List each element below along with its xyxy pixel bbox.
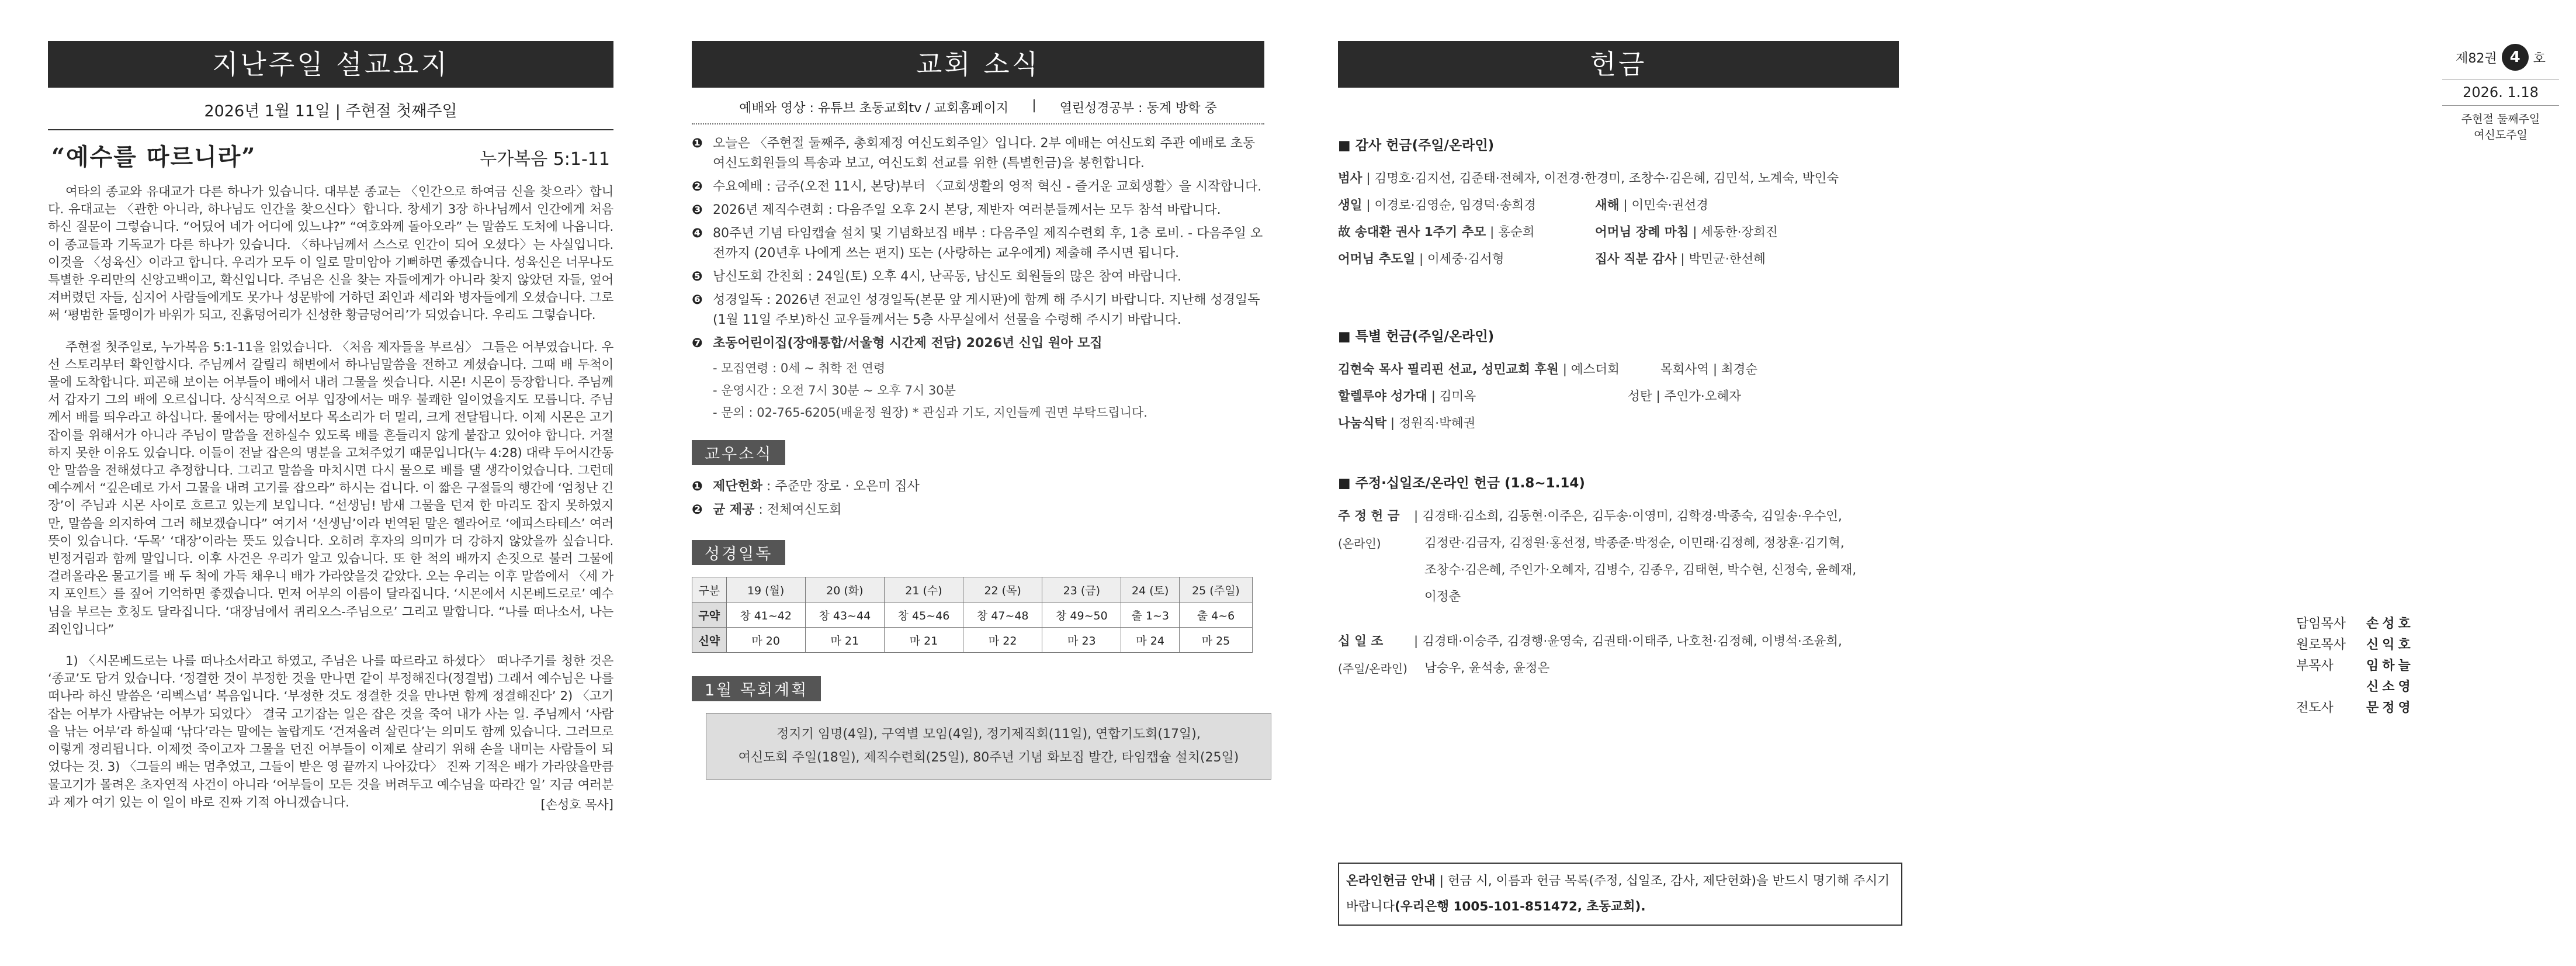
staff-role xyxy=(2296,677,2366,698)
notice-item xyxy=(692,134,1264,174)
tithe-block xyxy=(1338,628,1899,682)
recruit-line: - 모집연령 : 0세 ~ 취학 전 연령 xyxy=(713,361,886,375)
offering-banner: 헌금 xyxy=(1338,41,1899,88)
offering-names: 남승우, 윤석송, 윤정은 xyxy=(1424,661,1550,676)
offering-names: | 김경태·김소희, 김동현·이주은, 김두송·이영미, 김학경·박종숙, 김일송·우수인, xyxy=(1414,509,1842,524)
masthead xyxy=(2442,44,2559,142)
offering-names: | 박민균·한선혜 xyxy=(1676,252,1766,266)
recruit-line: - 운영시간 : 오전 7시 30분 ~ 오후 7시 30분 xyxy=(713,383,956,397)
offering-row xyxy=(1595,219,1817,246)
sermon-reference: 누가복음 5:1-11 xyxy=(480,149,610,169)
offering-names: | 이세중·김서형 xyxy=(1415,252,1504,266)
offering-names: | 정원직·박혜권 xyxy=(1386,416,1476,431)
offering-names: 김정란·김금자, 김정원·홍선정, 박종준·박정순, 이민래·김정혜, 정창훈·김기혁, xyxy=(1424,536,1845,550)
offering-names: | 예스더회 xyxy=(1558,362,1620,377)
staff-name: 손성호 xyxy=(2366,617,2414,631)
kyoyu-item xyxy=(692,477,1264,497)
staff-role: 담임목사 xyxy=(2296,617,2346,631)
notice-item xyxy=(692,267,1264,287)
weekly-offering-block xyxy=(1338,503,1899,611)
offering-sublabel: (온라인) xyxy=(1338,536,1381,550)
sermon-banner: 지난주일 설교요지 xyxy=(48,41,613,88)
divider xyxy=(692,123,1264,124)
offering-label: 김현숙 목사 필리핀 선교, 성민교회 후원 xyxy=(1338,362,1559,377)
kyoyu-label: 제단헌화 xyxy=(713,479,763,494)
table-cell: 창 47~48 xyxy=(963,603,1042,628)
offering-names: | 김미옥 xyxy=(1427,389,1476,404)
notice-text: 남신도회 간친회 : 24일(토) 오후 4시, 난곡동, 남신도 회원들의 많은 참여 바랍니다. xyxy=(713,269,1182,284)
staff-list xyxy=(2296,614,2436,719)
kyoyu-label: 균 제공 xyxy=(713,503,755,517)
offering-sublabel: (주일/온라인) xyxy=(1338,662,1407,676)
bank-account: (우리은행 1005-101-851472, 초동교회). xyxy=(1395,899,1646,914)
news-banner: 교회 소식 xyxy=(692,41,1264,88)
offering-label: 생일 xyxy=(1338,198,1362,213)
notice-text: 성경일독 : 2026년 전교인 성경일독(본문 앞 게시판)에 함께 해 주시기 바랍니다. 지난해 성경일독(1월 11일 주보)하신 교우들께서는 5층 사무실에서 선물을 수령해 주시기 바랍니다. xyxy=(713,293,1260,327)
offering-label: 故 송대환 권사 1주기 추모 xyxy=(1338,225,1486,240)
offering-row xyxy=(1338,410,1899,437)
table-cell: 출 4~6 xyxy=(1179,603,1252,628)
kyoyu-text: : 전체여신도회 xyxy=(754,503,842,517)
offering-row xyxy=(1338,192,1595,219)
recruit-line: - 문의 : 02-765-6205(배윤정 원장) * 관심과 기도, 지인들께 권면 부탁드립니다. xyxy=(713,406,1147,420)
offering-label: 십 일 조 xyxy=(1338,634,1384,649)
staff-row xyxy=(2296,656,2436,677)
offering-extra: 성탄 | 주인가·오혜자 xyxy=(1628,389,1742,404)
staff-name: 신소영 xyxy=(2366,680,2414,694)
offering-row xyxy=(1595,192,1817,219)
divider xyxy=(48,129,613,130)
thanks-offering-title: ■ 감사 헌금(주일/온라인) xyxy=(1338,138,1495,153)
table-header-cell: 22 (목) xyxy=(963,577,1042,603)
offering-names: | 이경로·김영순, 임경덕·송희경 xyxy=(1362,198,1537,213)
table-header-cell: 23 (금) xyxy=(1042,577,1121,603)
note-label: 온라인헌금 안내 xyxy=(1346,874,1436,888)
volume: 제82권 xyxy=(2456,51,2497,66)
sermon-date-line: 2026년 1월 11일 | 주현절 첫째주일 xyxy=(204,102,457,120)
sermon-paragraph: 주현절 첫주일로, 누가복음 5:1-11을 읽었습니다. 〈처음 제자들을 부르심〉 그들은 어부였습니다. 우선 스토리부터 확인합시다. 주님께서 갈릴리 해변에서 하나님말씀을 전하고 계셨습니다. 그때 배 두척이 물에 도착합니다. 피곤해 보이는 어부들이 배에서 내려 그물을 씻습니다. 시몬! 시몬이 등장합니다. 주님께서 갑자기 그의 배에 오르십니다. 상식적으로 어부 입장에서는 매우 불쾌한 일이었을지도 모릅니다. 주님께서 배를 띄우라고 하십니다. 물에서는 땅에서보다 목소리가 더 멀리, 크게 전달됩니다. 이제 시몬은 고기잡이를 위해서가 아니라 주님이 말씀을 전하실수 있도록 배를 흔들리지 않게 붙잡고 있어야 합니다. 거절하지 못한 이유도 있습니다. 이들이 전날 잡은의 명분을 고쳐주었기 때문입니다(누 4:28) 대략 두어시간동안 말씀을 전해셨다고 추정합니다. 그리고 말씀을 마치시면 다시 물으로 배를 댈 생각이었습니다. 그런데 예수께서 “깊은데로 가서 그물을 내려 고기를 잡으라” 하시는 겁니다. 이 짧은 구절들의 행간에 ‘엄청난 긴장’이 주님과 시몬 사이로 흐르고 있는게 보입니다. “선생님! 밤새 그물을 던져 한 마리도 잡지 못하였지만, 말씀을 의지하여 그러 해보겠습니다” 여기서 ‘선생님’이라 번역된 말은 헬라어로 ‘에피스타테스’ 여러 뜻이 있습니다. ‘두목’ ‘대장’이라는 뜻도 있습니다. 오히려 후자의 의미가 더 강하지 않았을까 싶습니다. 빈정거림과 함께 말입니다. 이후 사건은 우리가 알고 있습니다. 또 한 척의 배까지 손짓으로 불러 그물에 걸려올라온 물고기를 배 두 척에 가득 채우니 배가 가라앉을것 같았다. 오는 우리는 이후 말씀에서 〈세 가지 포인트〉를 짚어 기억하면 좋겠습니다. 먼저 어부의 이름이 달라집니다. ‘시몬에서 시몬베드로로’ 예수님을 부르는 호칭도 달라집니다. ‘대장님에서 퀴리오스-주님으로’ 그리고 말합니다. “나를 떠나소서, 나는 죄인입니다” xyxy=(48,340,613,637)
sermon-paragraph: 여타의 종교와 유대교가 다른 하나가 있습니다. 대부분 종교는 〈인간으로 하여금 신을 찾으라〉합니다. 유대교는 〈관한 아니라, 하나님도 인간을 찾으신다〉합니다. 창세기 3장 하나님께서 인간에게 처음 하신 질문이 그렇습니다. “어딨어 네가 어디에 있느냐?” “여호와께 돌아오라” 는 말씀도 도처에 나옵니다. 이 종교들과 기독교가 다른 하나가 있습니다. 〈하나님께서 스스로 인간이 되어 오셨다〉는 사실입니다. 이것을 〈성육신〉이라고 합니다. 우리가 모두 이 일로 말미암아 기뻐하면 좋겠습니다. 성육신은 너무나도 특별한 우리만의 신앙고백이고, 확신입니다. 주님은 신을 찾는 자들에게가 아니라 찾지 않았던 자들, 엎어져버렸던 자들, 심지어 사람들에게도 못가나 성문밖에 거하던 죄인과 세리와 병자들에게 오셨습니다. 그로써 ‘평범한 돌멩이가 바위가 되고, 진흙덩어리가 신성한 황금덩어리’가 되었습니다. 우리도 그렇습니다. xyxy=(48,185,613,323)
notice-item xyxy=(692,334,1264,354)
offering-label: 주 정 헌 금 xyxy=(1338,509,1400,524)
table-cell: 마 21 xyxy=(884,628,963,653)
recruit-details xyxy=(692,357,1264,424)
bible-tag: 성경일독 xyxy=(692,540,785,565)
offering-names: | 세동한·장희진 xyxy=(1689,225,1778,240)
staff-name: 문정영 xyxy=(2366,701,2414,715)
bible-study-info: 열린성경공부 : 동계 방학 중 xyxy=(1059,101,1217,116)
staff-row xyxy=(2296,614,2436,635)
plan-line: 여신도회 주일(18일), 제직수련회(25일), 80주년 기념 화보집 발간, 타임캡슐 설치(25일) xyxy=(738,750,1239,765)
special-offering-title: ■ 특별 헌금(주일/온라인) xyxy=(1338,329,1495,344)
table-cell: 마 23 xyxy=(1042,628,1121,653)
notice-text: 오늘은 〈주현절 둘째주, 총회제정 여신도회주일〉입니다. 2부 예배는 여신도회 주관 예배로 초동 여신도회원들의 특송과 보고, 여신도회 선교를 위한 (특별헌금)을 봉헌합니다. xyxy=(713,136,1256,171)
table-header-cell: 20 (화) xyxy=(805,577,884,603)
table-header-cell: 24 (토) xyxy=(1121,577,1180,603)
notice-item xyxy=(692,177,1264,197)
staff-row xyxy=(2296,698,2436,719)
sermon-title: “예수를 따르니라” xyxy=(51,143,256,171)
offering-names: 조창수·김은혜, 주인가·오혜자, 김병수, 김종우, 김태현, 박수현, 신정숙, 윤혜재, xyxy=(1424,563,1857,577)
news-subline xyxy=(692,98,1264,116)
occasion-line: 여신도주일 xyxy=(2474,129,2528,141)
divider xyxy=(2442,105,2559,106)
thanks-offering-grid xyxy=(1338,192,1899,273)
table-header-row xyxy=(692,577,1253,603)
staff-role: 전도사 xyxy=(2296,701,2334,715)
table-cell: 마 21 xyxy=(805,628,884,653)
offering-column xyxy=(1338,41,1899,682)
table-cell: 마 24 xyxy=(1121,628,1180,653)
offering-names: | 김경태·이승주, 김경행·윤영숙, 김권태·이태주, 나호천·김정혜, 이병석·조윤희, xyxy=(1414,634,1842,649)
offering-row xyxy=(1338,165,1899,192)
staff-name: 임하늘 xyxy=(2366,659,2414,673)
offering-extra: 목회사역 | 최경순 xyxy=(1660,362,1758,377)
table-cell: 마 22 xyxy=(963,628,1042,653)
item-number: ❶ xyxy=(692,479,703,494)
offering-row xyxy=(1338,219,1595,246)
issue-number: 4 xyxy=(2502,44,2529,71)
staff-row xyxy=(2296,677,2436,698)
offering-names: | 김명호·김지선, 김준태·전혜자, 이전경·한경미, 조창수·김은혜, 김민석, 노계숙, 박인숙 xyxy=(1362,171,1839,186)
notice-text: 수요예배 : 금주(오전 11시, 본당)부터 〈교회생활의 영적 혁신 - 즐거운 교회생활〉을 시작합니다. xyxy=(713,179,1262,194)
item-number: ❼ xyxy=(692,336,703,351)
item-number: ❷ xyxy=(692,179,703,194)
offering-row xyxy=(1338,383,1899,410)
offering-names: | 이민숙·권선경 xyxy=(1619,198,1708,213)
notice-item xyxy=(692,200,1264,220)
staff-role: 부목사 xyxy=(2296,659,2334,673)
table-header-cell: 21 (수) xyxy=(884,577,963,603)
offering-label: 집사 직분 감사 xyxy=(1595,252,1677,266)
offering-label: 어머님 추도일 xyxy=(1338,252,1416,266)
bible-reading-table xyxy=(692,577,1253,653)
occasion-line: 주현절 둘째주일 xyxy=(2461,113,2540,126)
offering-label: 나눔식탁 xyxy=(1338,416,1387,431)
table-cell: 출 1~3 xyxy=(1121,603,1180,628)
sermon-paragraph: 1) 〈시몬베드로는 나를 떠나소서라고 하였고, 주님은 나를 따르라고 하셨다〉 떠나주기를 청한 것은 ‘종교’도 담겨 있습니다. ‘정결한 것이 부정한 것을 만나면 같이 부정해진다(정결법) 그래서 예수님은 나를 떠나라 하신 말씀은 ‘리벡스념’ 복음입니다. ‘부정한 것도 정결한 것을 만나면 함께 정결해진다’ 2) 〈고기잡는 어부가 사람낚는 어부가 되었다〉 결국 고기잡는 일은 잡은 것을 죽여 내가 사는 일. 주님께서 ‘사람을 낚는 어부’라 하실때 ‘낚다’라는 말에는 놀랍게도 ‘건져올려 살린다’는 의미도 함께 있습니다. 그러므로 이렇게 정리됩니다. 이제껏 죽이고자 그물을 던진 어부들이 이제로 살리기 위해 손을 내미는 사람들이 되었다는 것. 3) 〈그들의 배는 멈추었고, 그들이 받은 영 끝까지 나아갔다〉 진짜 기적은 배가 가라앉을만큼 물고기가 몰려온 초자연적 사건이 아니라 ‘어부들이 모든 것을 버려두고 예수님을 따라간 일’ 지금 여러분과 제가 여기 있는 이 일이 바로 진짜 기적 아니겠습니다. xyxy=(48,654,614,810)
notice-text: 80주년 기념 타임캡슐 설치 및 기념화보집 배부 : 다음주일 제직수련회 후, 1층 로비. - 다음주일 오전까지 (20년후 나에게 쓰는 편지) 또는 (사랑하는 교우에게) 제출해 주시면 됩니다. xyxy=(713,226,1263,261)
kyoyu-item xyxy=(692,500,1264,520)
offering-label: 범사 xyxy=(1338,171,1362,186)
plan-line: 정지기 임명(4일), 구역별 모임(4일), 정기제직회(11일), 연합기도회(17일), xyxy=(776,727,1201,742)
tithe-offering-title: ■ 주정·십일조/온라인 헌금 (1.8~1.14) xyxy=(1338,476,1585,491)
offering-label: 새해 xyxy=(1595,198,1620,213)
notice-item xyxy=(692,290,1264,330)
kyoyu-text: : 주준만 장로 · 오은미 집사 xyxy=(762,479,920,494)
offering-label: 할렐루야 성가대 xyxy=(1338,389,1427,404)
subline-separator: | xyxy=(1032,98,1036,113)
staff-name: 신익호 xyxy=(2366,638,2414,652)
sermon-heading xyxy=(51,139,610,172)
notice-text: 2026년 제직수련회 : 다음주일 오후 2시 본당, 제반자 여러분들께서는 모두 참석 바랍니다. xyxy=(713,203,1221,217)
news-column xyxy=(692,41,1264,780)
issue-suffix: 호 xyxy=(2533,51,2546,66)
table-cell: 창 45~46 xyxy=(884,603,963,628)
staff-role: 원로목사 xyxy=(2296,638,2346,652)
monthly-plan-box xyxy=(706,713,1271,780)
table-row-header: 구약 xyxy=(692,603,727,628)
table-cell: 마 20 xyxy=(726,628,805,653)
kyoyu-tag: 교우소식 xyxy=(692,440,785,465)
plan-tag: 1월 목회계획 xyxy=(692,676,821,701)
note-text: | 헌금 시, 이름과 헌금 목록(주정, 십일조, 감사, 제단헌화)을 반드시 명기해 주시기 바랍니다 xyxy=(1346,874,1890,914)
table-cell: 창 49~50 xyxy=(1042,603,1121,628)
table-header-cell: 구분 xyxy=(692,577,727,603)
staff-row xyxy=(2296,635,2436,656)
issue-line xyxy=(2442,44,2559,71)
offering-label: 어머님 장례 마침 xyxy=(1595,225,1689,240)
table-cell: 창 41~42 xyxy=(726,603,805,628)
item-number: ❻ xyxy=(692,293,703,307)
item-number: ❺ xyxy=(692,269,703,284)
item-number: ❶ xyxy=(692,136,703,151)
notice-text: 초동어린이집(장애통합/서울형 시간제 전담) 2026년 신입 원아 모집 xyxy=(713,336,1102,351)
sermon-signature: [손성호 목사] xyxy=(540,797,613,812)
item-number: ❷ xyxy=(692,503,703,517)
table-row xyxy=(692,603,1253,628)
table-header-cell: 25 (주일) xyxy=(1179,577,1252,603)
issue-date: 2026. 1.18 xyxy=(2463,84,2539,101)
notice-item xyxy=(692,224,1264,264)
online-offering-note xyxy=(1338,863,1902,926)
table-row-header: 신약 xyxy=(692,628,727,653)
offering-row xyxy=(1338,246,1595,273)
offering-row xyxy=(1595,246,1817,273)
offering-names: | 홍순희 xyxy=(1486,225,1535,240)
item-number: ❸ xyxy=(692,203,703,217)
offering-names: 이정춘 xyxy=(1424,590,1461,604)
table-cell: 마 25 xyxy=(1179,628,1252,653)
worship-video-info: 예배와 영상 : 유튜브 초동교회tv / 교회홈페이지 xyxy=(739,101,1009,116)
table-header-cell: 19 (월) xyxy=(726,577,805,603)
offering-row xyxy=(1338,356,1899,383)
item-number: ❹ xyxy=(692,226,703,241)
sermon-column xyxy=(48,41,613,813)
table-cell: 창 43~44 xyxy=(805,603,884,628)
table-row xyxy=(692,628,1253,653)
